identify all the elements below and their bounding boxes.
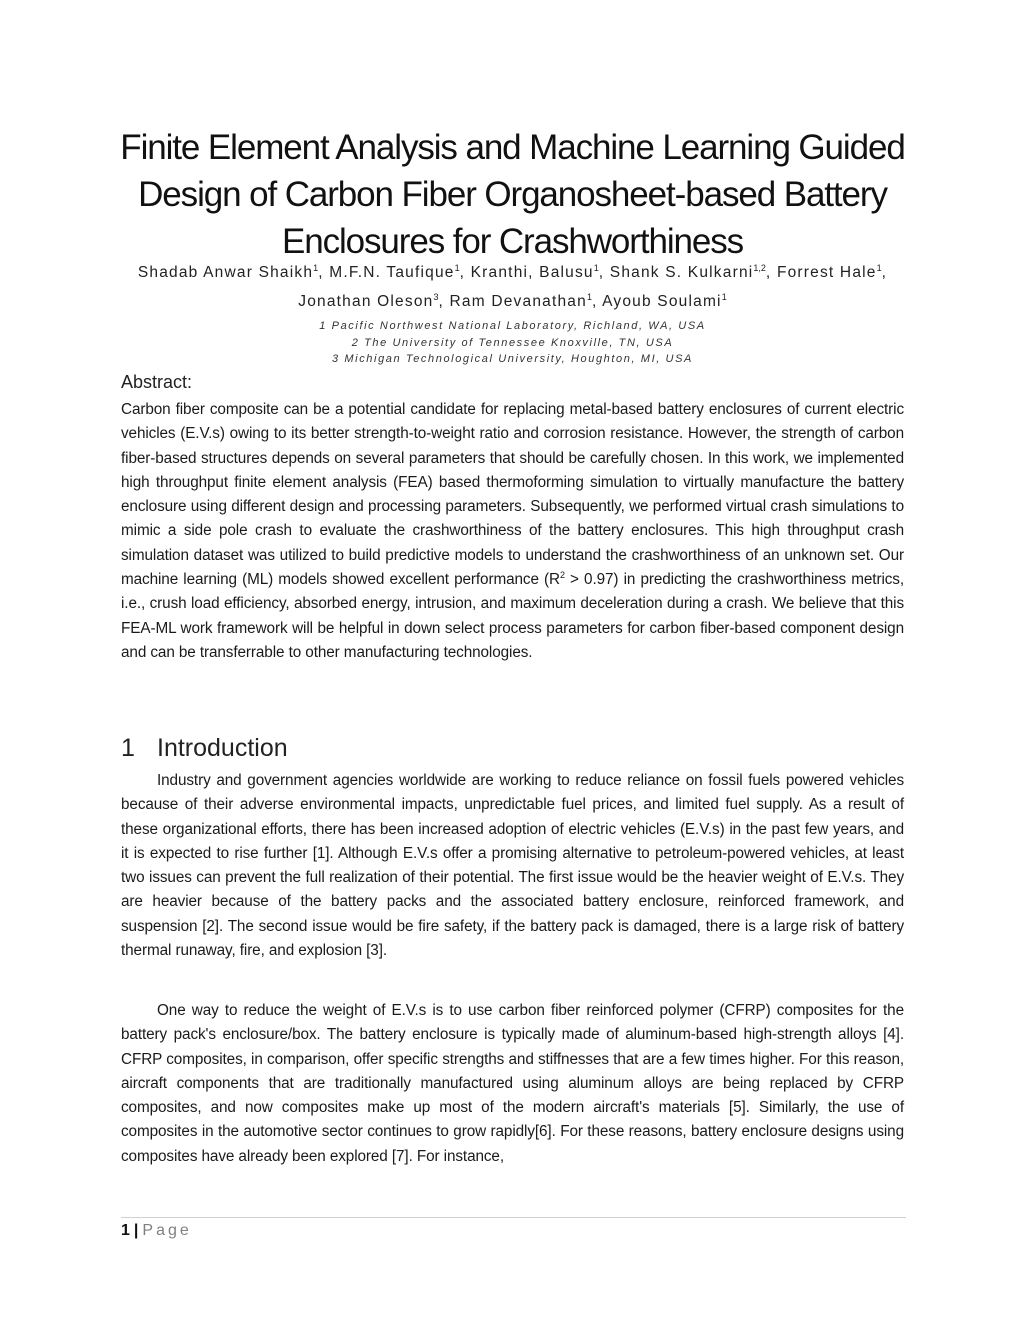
section-number: 1 — [121, 734, 135, 762]
superscript: 2 — [559, 569, 565, 580]
title-line-2: Design of Carbon Fiber Organosheet-based Battery — [138, 175, 887, 214]
footer-separator: | — [133, 1222, 139, 1239]
section-title: Introduction — [157, 734, 288, 762]
author: Ayoub Soulami$^1$ — [602, 292, 727, 311]
author: Shank S. Kulkarni$^{1,2}$, — [609, 263, 777, 282]
affiliation-mark: 1 — [876, 263, 882, 273]
affiliation-2: 2 The University of Tennessee Knoxville, TN, USA — [351, 336, 674, 349]
paper-page — [121, 0, 904, 1325]
intro-paragraph-1: Industry and government agencies worldwide are working to reduce reliance on fossil fuels powered vehicles because of their adverse environmental impacts, unpredictable fuel prices, and limited fuel supply. As a result of these organizational efforts, there has been increased adoption of electric vehicles (E.V.s) in the past few years, and it is expected to rise further [1]. Although E.V.s offer a promising alternative to petroleum-powered vehicles, at least two issues can prevent the full realization of their potential. The first issue would be the heavier weight of E.V.s. They are heavier because of the battery packs and the associated battery enclosure, reinforced framework, and suspension [2]. The second issue would be fire safety, if the battery pack is damaged, there is a large risk of battery thermal runaway, fire, and explosion [3]. — [121, 772, 904, 960]
footer-divider — [121, 1217, 906, 1218]
author-list — [109, 256, 916, 314]
author: Shadab Anwar Shaikh$^1$, — [137, 263, 330, 282]
affiliation-mark: 1 — [593, 263, 599, 273]
author: Forrest Hale$^1$, — [776, 263, 888, 282]
affiliation-mark: 1,2 — [753, 263, 766, 273]
title-line-3: Enclosures for Crashworthiness — [281, 222, 744, 261]
affiliation-mark: 1 — [721, 292, 727, 303]
affiliation-mark: 1 — [454, 263, 460, 273]
affiliation-list — [121, 318, 904, 368]
author: Kranthi, Balusu$^1$, — [470, 263, 610, 282]
author: Jonathan Oleson$^3$, — [298, 292, 450, 311]
page-label: Page — [142, 1222, 192, 1239]
intro-paragraph-2: One way to reduce the weight of E.V.s is to use carbon fiber reinforced polymer (CFRP) composites for the battery pack's enclosure/box. The battery enclosure is typically made of aluminum-based high-strength alloys [4]. CFRP composites, in comparison, offer specific strengths and stiffnesses that are a few times higher. For this reason, aircraft components that are traditionally manufactured using aluminum alloys are being replaced by CFRP composites, and now composites make up most of the modern aircraft's materials [5]. Similarly, the use of composites in the automotive sector continues to grow rapidly[6]. For these reasons, battery enclosure designs using composites have already been explored [7]. For instance, — [121, 1002, 904, 1165]
affiliation-mark: 1 — [586, 292, 592, 303]
affiliation-3: 3 Michigan Technological University, Houghton, MI, USA — [332, 353, 693, 365]
affiliation-1: 1 Pacific Northwest National Laboratory, Richland, WA, USA — [319, 320, 706, 332]
abstract-text: Carbon fiber composite can be a potential candidate for replacing metal-based battery enclosures of current electric vehicles (E.V.s) owing to its better strength-to-weight ratio and corrosion resistance. However, the strength of carbon fiber-based structures depends on several parameters that should be carefully chosen. In this work, we implemented high throughput finite element analysis (FEA) based thermoforming simulation to virtually manufacture the battery enclosure using different design and processing parameters. Subsequently, we performed virtual crash simulations to mimic a side pole crash to evaluate the crashworthiness of the battery enclosures. This high throughput crash simulation dataset was utilized to build predictive models to understand the crashworthiness of an unknown set. Our machine learning (ML) models showed excellent performance $(R^2 > 0.97)$ in predicting the crashworthiness metrics, i.e., crush load efficiency, absorbed energy, intrusion, and maximum deceleration during a crash. We believe that this FEA-ML work framework will be helpful in down select process parameters for carbon fiber-based component design and can be transferrable to other manufacturing technologies. — [121, 401, 904, 661]
title-line-1: Finite Element Analysis and Machine Learning Guided — [120, 128, 905, 167]
section-heading-introduction — [121, 734, 288, 763]
abstract-heading: Abstract: — [121, 372, 193, 392]
page-footer — [121, 1222, 192, 1240]
affiliation-mark: 1 — [313, 263, 319, 273]
author: M.F.N. Taufique$^1$, — [329, 263, 471, 282]
author: Ram Devanathan$^1$, — [449, 292, 603, 311]
paper-title — [81, 124, 944, 265]
page-number: 1 — [121, 1222, 130, 1239]
affiliation-mark: 3 — [433, 292, 439, 303]
